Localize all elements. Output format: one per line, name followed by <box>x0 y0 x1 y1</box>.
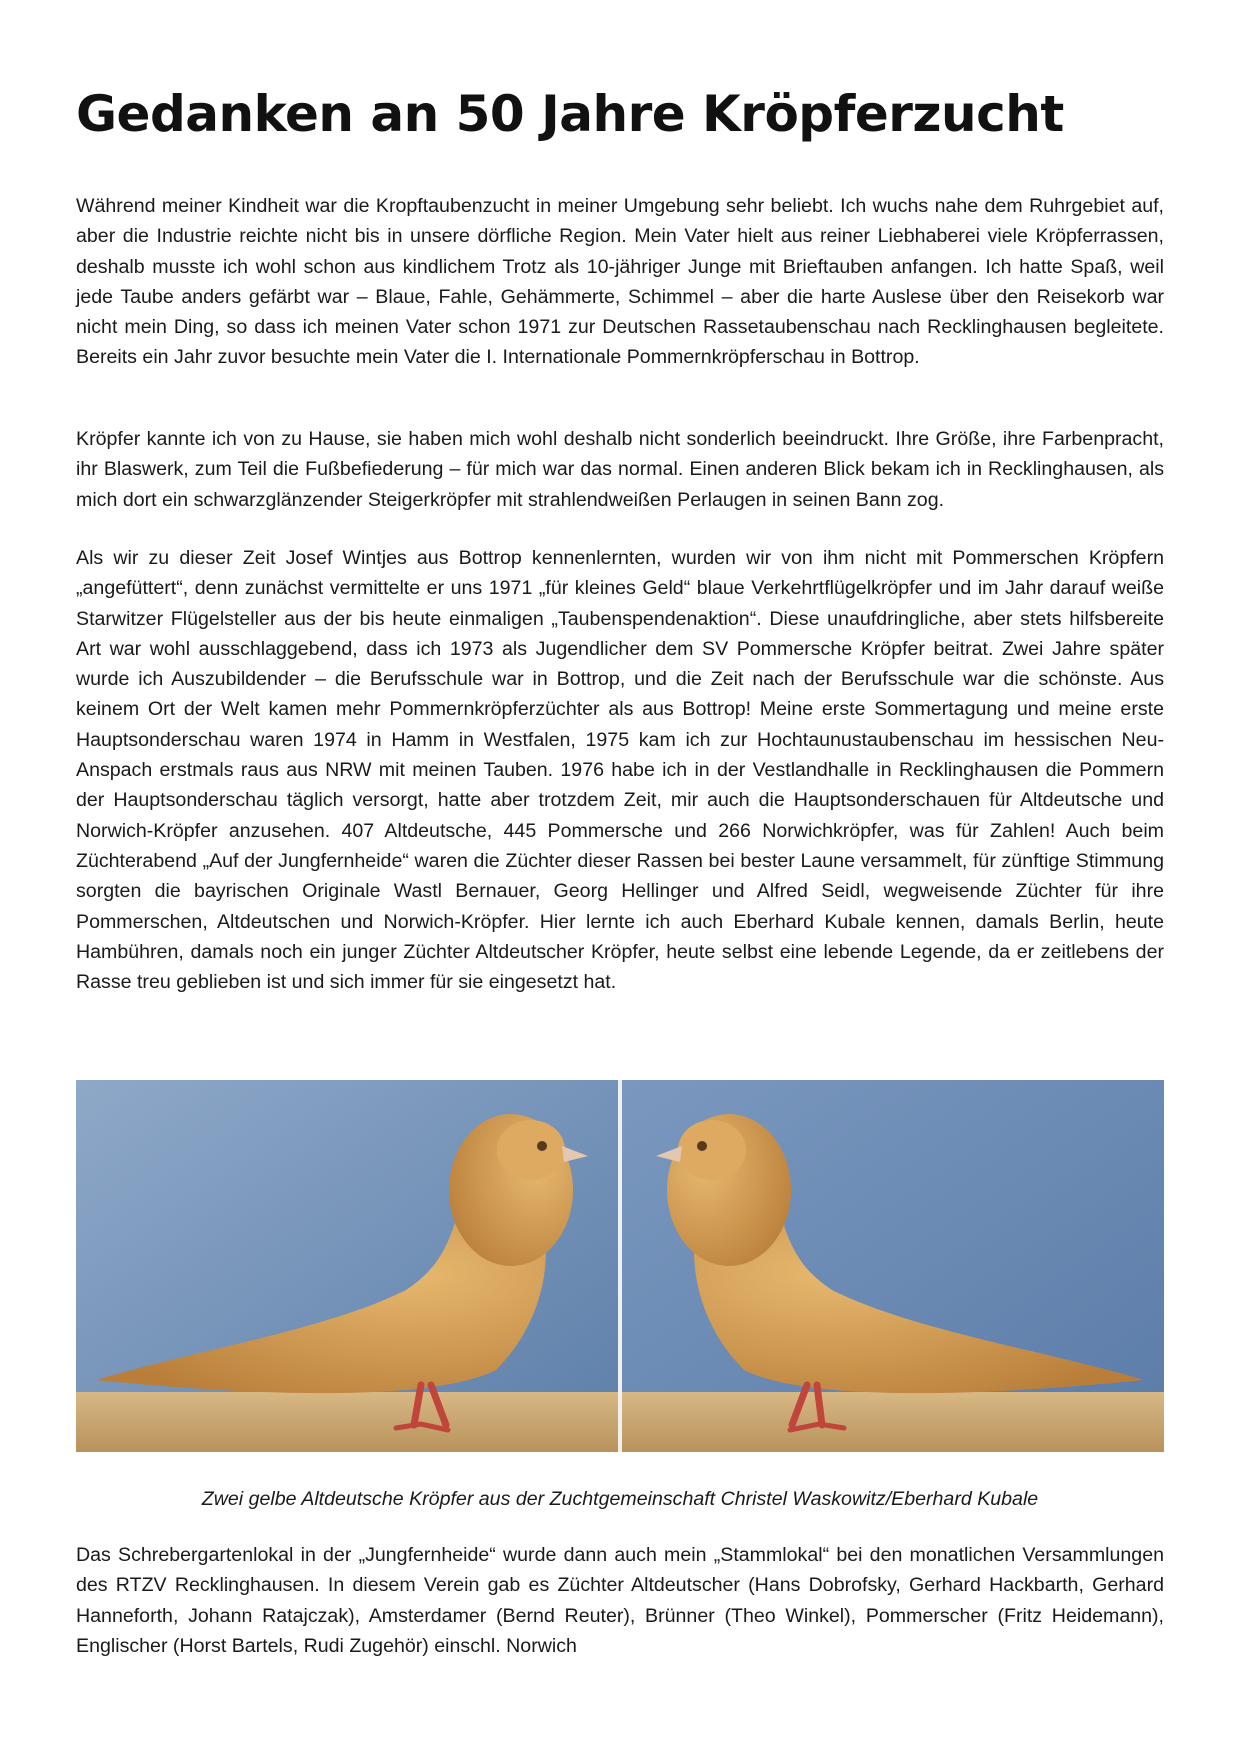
document-page <box>76 0 1164 1754</box>
paragraph-wintjes: Als wir zu dieser Zeit Josef Wintjes aus Bottrop kennenlernten, wurden wir von ihm nicht mit Pommerschen Kröpfern „angefüttert“, denn zunächst vermittelte er uns 1971 „für kleines Geld“ blaue Verkehrtflügelkröpfer und im Jahr darauf weiße Starwitzer Flügelsteller aus der bis heute einmaligen „Taubenspendenaktion“. Diese unaufdringliche, aber stets hilfsbereite Art war wohl ausschlaggebend, dass ich 1973 als Jugendlicher dem SV Pommersche Kröpfer beitrat. Zwei Jahre später wurde ich Auszubildender – die Berufsschule war in Bottrop, und die Zeit nach der Berufsschule war die schönste. Aus keinem Ort der Welt kamen mehr Pommernkröpferzüchter als aus Bottrop! Meine erste Sommertagung und meine erste Hauptsonderschau waren 1974 in Hamm in Westfalen, 1975 kam ich zur Hochtaunustaubenschau im hessischen Neu-Anspach erstmals raus aus NRW mit meinen Tauben. 1976 habe ich in der Vestlandhalle in Recklinghausen die Pommern der Hauptsonderschau täglich versorgt, hatte aber trotzdem Zeit, mir auch die Hauptsonderschauen für Altdeutsche und Norwich-Kröpfer anzusehen. 407 Altdeutsche, 445 Pommersche und 266 Norwichkröpfer, was für Zahlen! Auch beim Züchterabend „Auf der Jungfernheide“ waren die Züchter dieser Rassen bei bester Laune versammelt, für zünftige Stimmung sorgten die bayrischen Originale Wastl Bernauer, Georg Hellinger und Alfred Seidl, wegweisende Züchter für ihre Pommerschen, Altdeutschen und Norwich-Kröpfer. Hier lernte ich auch Eberhard Kubale kennen, damals Berlin, heute Hambühren, damals noch ein junger Züchter Altdeutscher Kröpfer, heute selbst eine lebende Legende, da er zeitlebens der Rasse treu geblieben ist und sich immer für sie eingesetzt hat. <box>76 547 1164 994</box>
paragraph-childhood: Während meiner Kindheit war die Kropftaubenzucht in meiner Umgebung sehr beliebt. Ich wuchs nahe dem Ruhrgebiet auf, aber die Industrie reichte nicht bis in unsere dörfliche Region. Mein Vater hielt aus reiner Liebhaberei viele Kröpferrassen, deshalb musste ich wohl schon aus kindlichem Trotz als 10-jähriger Junge mit Brieftauben anfangen. Ich hatte Spaß, weil jede Taube anders gefärbt war – Blaue, Fahle, Gehämmerte, Schimmel – aber die harte Auslese über den Reisekorb war nicht mein Ding, so dass ich meinen Vater schon 1971 zur Deutschen Rassetaubenschau nach Recklinghausen begleitete. Bereits ein Jahr zuvor besuchte mein Vater die I. Internationale Pommernkröpferschau in Bottrop. <box>76 195 1164 369</box>
pigeon-photo-right <box>622 1080 1164 1452</box>
paragraph-kroepfer: Kröpfer kannte ich von zu Hause, sie haben mich wohl deshalb nicht sonderlich beeindruckt. Ihre Größe, ihre Farbenpracht, ihr Blaswerk, zum Teil die Fußbefiederung – für mich war das normal. Einen anderen Blick bekam ich in Recklinghausen, als mich dort ein schwarzglänzender Steigerkröpfer mit strahlendweißen Perlaugen in seinen Bann zog. <box>76 428 1164 511</box>
page-title: Gedanken an 50 Jahre Kröpferzucht <box>76 85 1064 143</box>
paragraph-stammlokal: Das Schrebergartenlokal in der „Jungfernheide“ wurde dann auch mein „Stammlokal“ bei den monatlichen Versammlungen des RTZV Recklinghausen. In diesem Verein gab es Züchter Altdeutscher (Hans Dobrofsky, Gerhard Hackbarth, Gerhard Hanneforth, Johann Ratajczak), Amsterdamer (Bernd Reuter), Brünner (Theo Winkel), Pommerscher (Fritz Heidemann), Englischer (Horst Bartels, Rudi Zugehör) einschl. Norwich <box>76 1544 1164 1657</box>
pigeon-photo <box>76 1080 1164 1452</box>
photo-caption: Zwei gelbe Altdeutsche Kröpfer aus der Zuchtgemeinschaft Christel Waskowitz/Eberhard Kubale <box>201 1488 1039 1510</box>
pigeon-photo-left <box>76 1080 618 1452</box>
